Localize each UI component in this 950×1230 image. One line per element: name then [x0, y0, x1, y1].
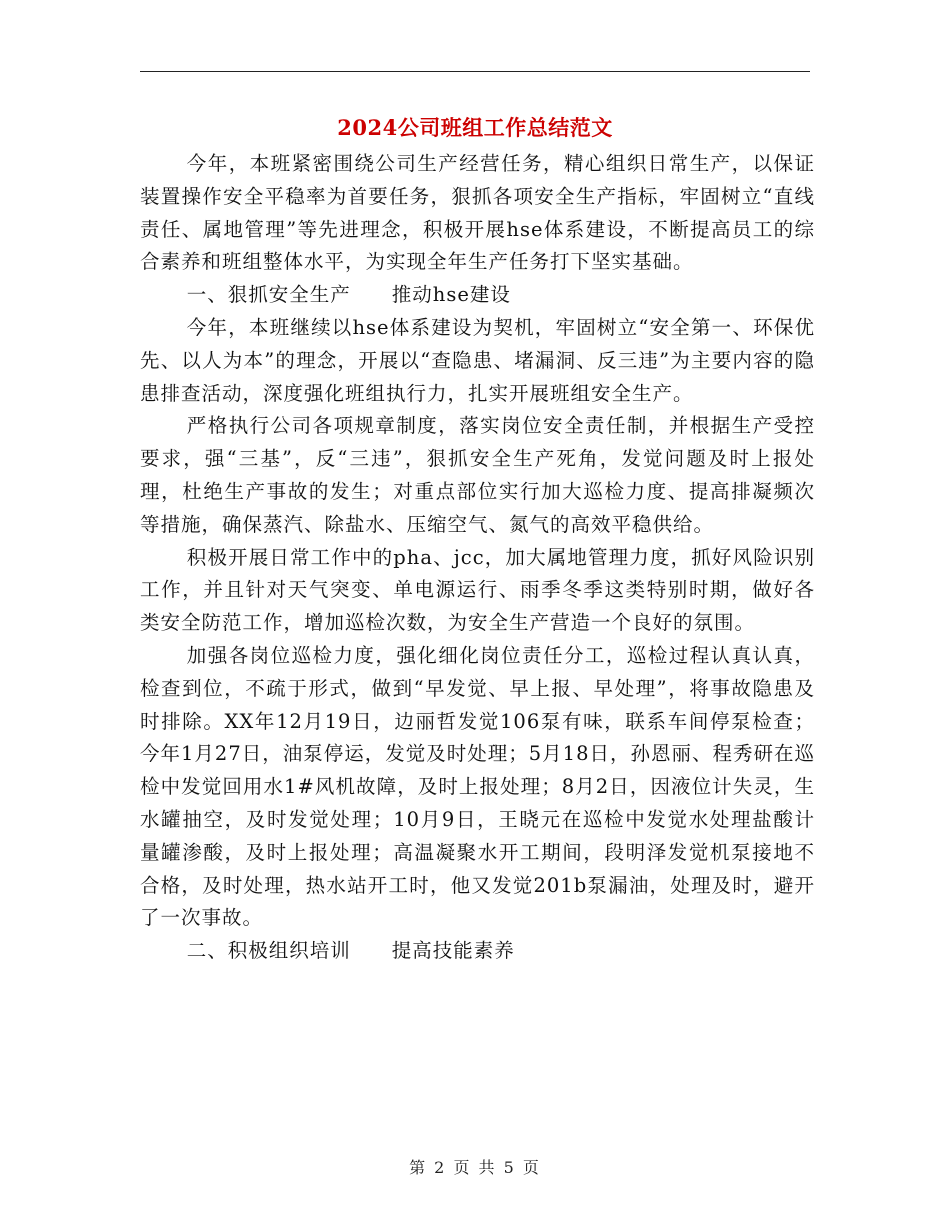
paragraph-intro: 今年，本班紧密围绕公司生产经营任务，精心组织日常生产，以保证装置操作安全平稳率为首要任务，狠抓各项安全生产指标，牢固树立“直线责任、属地管理”等先进理念，积极开展hse体系建设，不断提高员工的综合素养和班组整体水平，为实现全年生产任务打下坚实基础。 [140, 152, 815, 274]
paragraph-inspection: 加强各岗位巡检力度，强化细化岗位责任分工，巡检过程认真认真，检查到位，不疏于形式，做到“早发觉、早上报、早处理”，将事故隐患及时排除。XX年12月19日，边丽哲发觉106泵有味，联系车间停泵检查；今年1月27日，油泵停运，发觉及时处理；5月18日，孙恩丽、程秀研在巡检中发觉回用水1#风机故障，及时上报处理；8月2日，因液位计失灵，生水罐抽空，及时发觉处理；10月9日，王晓元在巡检中发觉水处理盐酸计量罐渗酸，及时上报处理；高温凝聚水开工期间，段明泽发觉机泵接地不合格，及时处理，热水站开工时，他又发觉201b泵漏油，处理及时，避开了一次事故。 [140, 643, 815, 930]
paragraph-regulations: 严格执行公司各项规章制度，落实岗位安全责任制，并根据生产受控要求，强“三基”，反“三违”，狠抓安全生产死角，发觉问题及时上报处理，杜绝生产事故的发生；对重点部位实行加大巡检力度、提高排凝频次等措施，确保蒸汽、除盐水、压缩空气、氮气的高效平稳供给。 [140, 414, 815, 536]
header-rule [140, 71, 810, 72]
section-heading-training: 二、积极组织培训 提高技能素养 [186, 939, 515, 963]
paragraph-risk-identification: 积极开展日常工作中的pha、jcc，加大属地管理力度，抓好风险识别工作，并且针对天气突变、单电源运行、雨季冬季这类特别时期，做好各类安全防范工作，增加巡检次数，为安全生产营造一个良好的氛围。 [140, 545, 815, 635]
page-number: 第 2 页 共 5 页 [409, 1158, 541, 1177]
document-title: 2024公司班组工作总结范文 [337, 115, 613, 140]
paragraph-hse: 今年，本班继续以hse体系建设为契机，牢固树立“安全第一、环保优先、以人为本”的理念，开展以“查隐患、堵漏洞、反三违”为主要内容的隐患排查活动，深度强化班组执行力，扎实开展班组安全生产。 [140, 315, 815, 405]
document-body [140, 148, 815, 968]
section-heading-safety: 一、狠抓安全生产 推动hse建设 [186, 283, 511, 307]
